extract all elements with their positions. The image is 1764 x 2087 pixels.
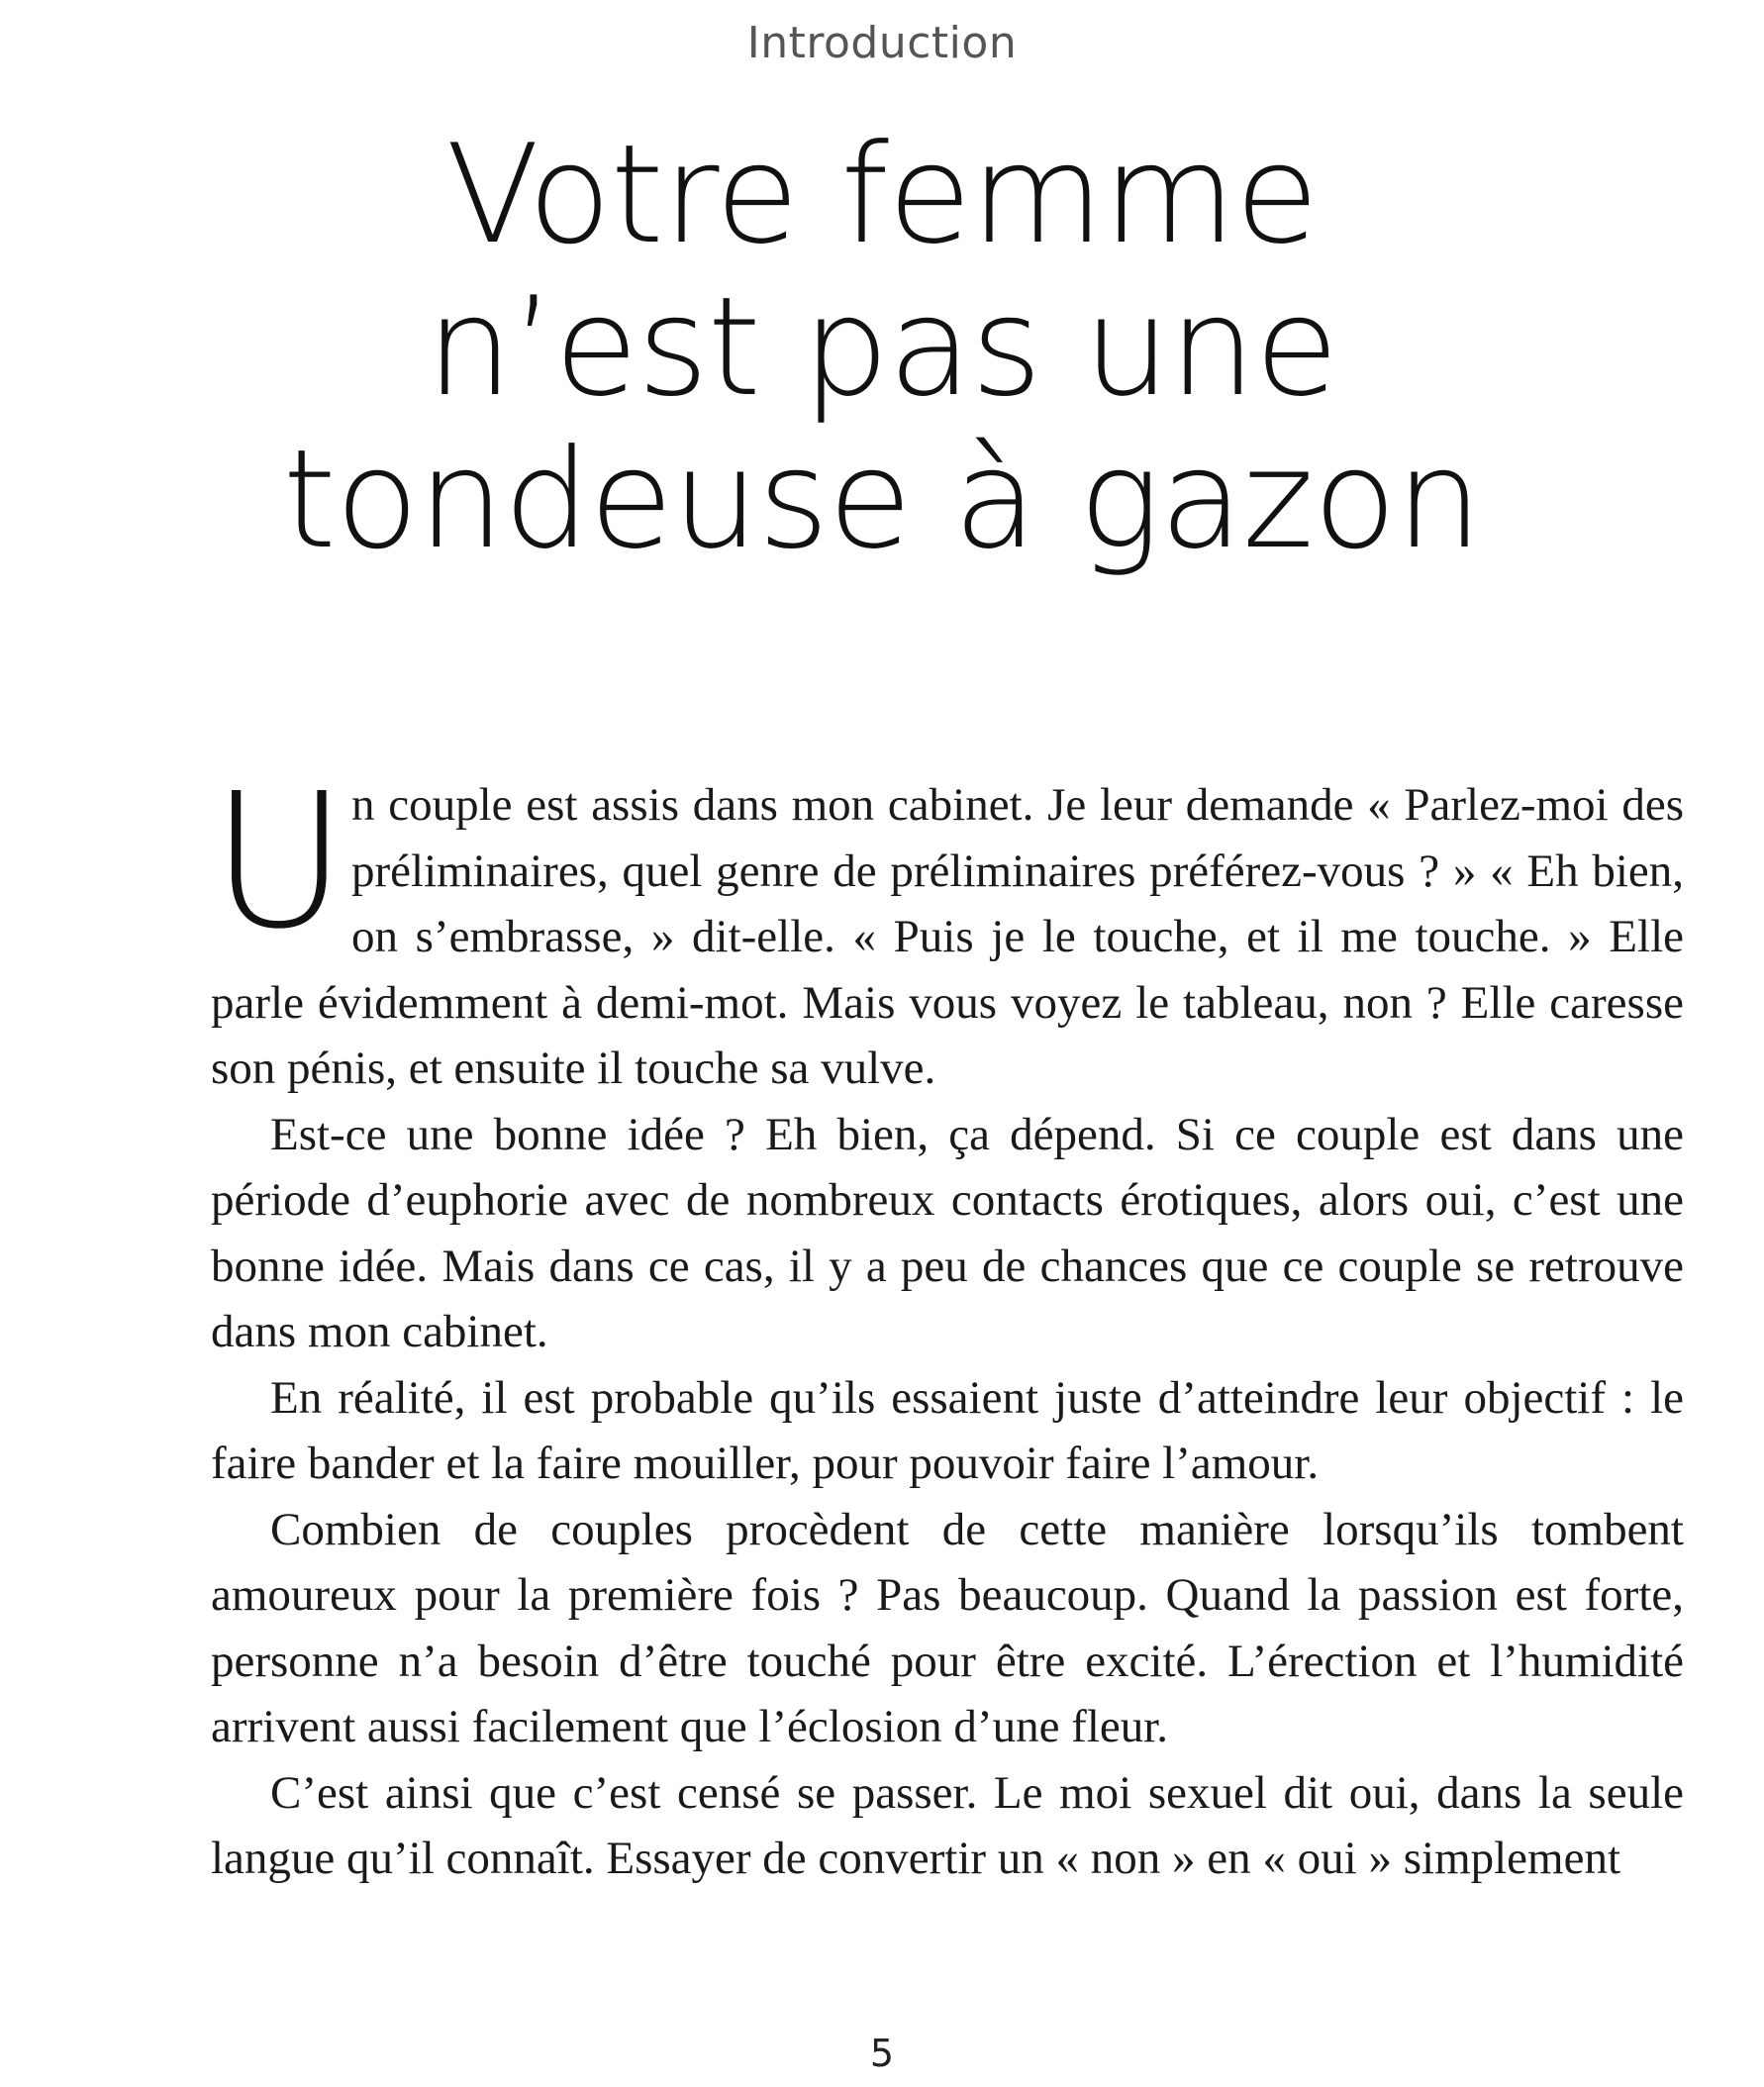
paragraph-5: C’est ainsi que c’est censé se passer. Le moi sexuel dit oui, dans la seule langue qu’il connaît. Essayer de convertir un « non » en « oui » simplement [211, 1766, 1684, 1884]
page-number: 5 [869, 2032, 895, 2075]
chapter-title-line-1: Votre femme [445, 115, 1319, 274]
chapter-title [0, 115, 1764, 579]
chapter-title-line-2: n’est pas une [426, 267, 1338, 427]
drop-cap: U [211, 753, 347, 970]
paragraph-2: Est-ce une bonne idée ? Eh bien, ça dépend. Si ce couple est dans une période d’euphorie avec de nombreux contacts érotiques, alors oui, c’est une bonne idée. Mais dans ce cas, il y a peu de chances que ce couple se retrouve dans mon cabinet. [211, 1108, 1684, 1357]
paragraph-4: Combien de couples procèdent de cette manière lorsqu’ils tombent amoureux pour la première fois ? Pas beaucoup. Quand la passion est forte, personne n’a besoin d’être touché pour être excité. L’érection et l’humidité arrivent aussi facilement que l’éclosion d’une fleur. [211, 1503, 1684, 1752]
paragraph-3: En réalité, il est probable qu’ils essaient juste d’atteindre leur objectif : le faire bander et la faire mouiller, pour pouvoir faire l’amour. [211, 1371, 1684, 1489]
body-text [211, 753, 1684, 1892]
paragraph-1: n couple est assis dans mon cabinet. Je leur demande « Parlez-moi des préliminaires, quel genre de préliminaires préférez-vous ? » « Eh bien, on s’embrasse, » dit-elle. « Puis je le touche, et il me touche. » Elle parle évidemment à demi-mot. Mais vous voyez le tableau, non ? Elle caresse son pénis, et ensuite il touche sa vulve. [211, 779, 1684, 1094]
running-head: Introduction [746, 18, 1018, 68]
chapter-title-line-3: tondeuse à gazon [282, 420, 1482, 579]
